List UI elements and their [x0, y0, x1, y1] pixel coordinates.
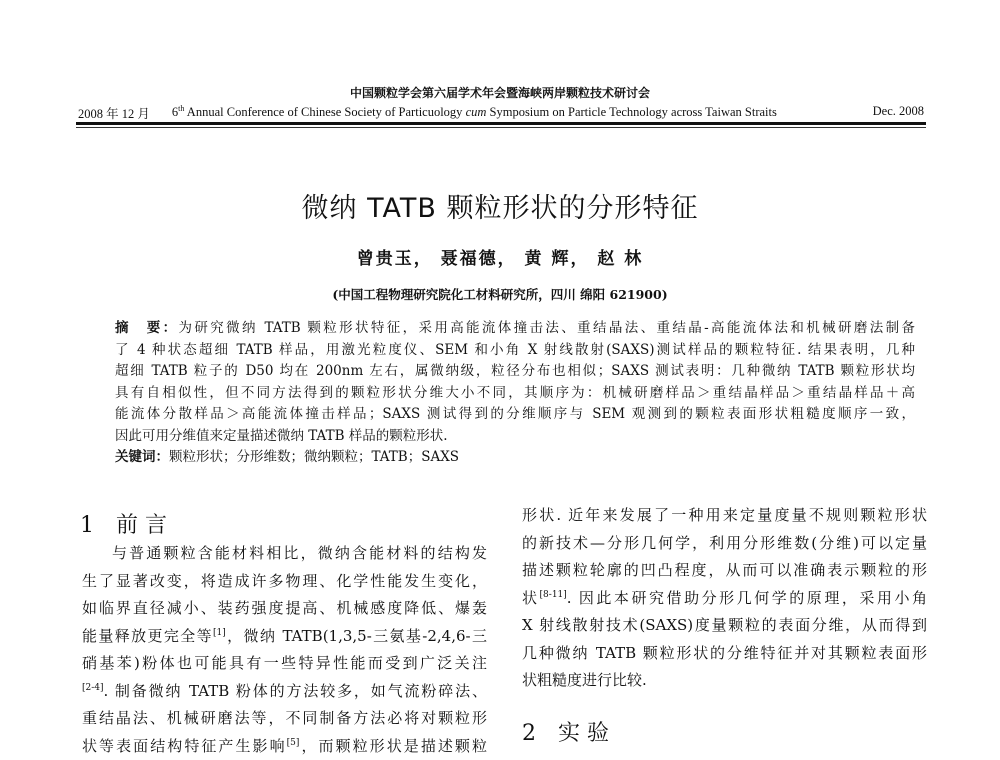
running-header-date-cn: 2008 年 12 月 [78, 107, 150, 121]
abstract-line [115, 318, 915, 340]
section-2-heading [522, 716, 609, 747]
running-header-conference-en [172, 104, 873, 122]
running-header-date-en: Dec. 2008 [872, 104, 924, 118]
paper-affiliation: (中国工程物理研究院化工材料研究所，四川 绵阳 621900) [332, 287, 668, 302]
body-text: 能量释放更完全等 [82, 626, 214, 645]
body-line: 形状. 近年来发展了一种用来定量度量不规则颗粒形状 [522, 506, 927, 524]
body-line [82, 623, 487, 651]
body-text: 状 [522, 588, 540, 607]
body-line [82, 678, 487, 706]
body-line [82, 733, 487, 760]
body-line: 的新技术—分形几何学，利用分形维数(分维)可以定量 [522, 533, 927, 552]
left-column [82, 540, 487, 760]
body-line: 状粗糙度进行比较. [522, 671, 647, 689]
ordinal-sup: th [178, 104, 185, 113]
body-text: . 因此本研究借助分形几何学的原理，采用小角 [566, 588, 927, 607]
abstract-line: 能流体分散样品＞高能流体撞击样品；SAXS 测试得到的分维顺序与 SEM 观测到的颗粒表面形状粗糙度顺序一致， [115, 406, 915, 422]
right-column [522, 502, 927, 695]
running-header-row [78, 104, 924, 122]
body-line: X 射线散射技术(SAXS)度量颗粒的表面分维，从而得到 [522, 616, 927, 634]
abstract-label: 摘 要： [115, 320, 179, 336]
ordinal: 6 [171, 105, 179, 120]
body-line: 生了显著改变，将造成许多物理、化学性能发生变化， [82, 571, 487, 590]
header-rule-thin [76, 127, 926, 128]
keywords: 颗粒形状；分形维数；微纳颗粒；TATB；SAXS [169, 449, 460, 465]
body-line: 如临界直径减小、装药强度提高、机械感度降低、爆轰 [82, 599, 487, 617]
body-line: 硝基苯)粉体也可能具有一些特异性能而受到广泛关注 [82, 654, 487, 672]
paper-title: 微纳 TATB 颗粒形状的分形特征 [301, 193, 699, 224]
header-rule-thick [76, 122, 926, 125]
body-line: 几种微纳 TATB 颗粒形状的分维特征并对其颗粒表面形 [522, 643, 927, 662]
conference-en-cum: cum [465, 105, 487, 120]
citation: [8-11] [539, 589, 567, 600]
abstract-line: 因此可用分维值来定量描述微纳 TATB 样品的颗粒形状. [115, 427, 448, 444]
keywords-line [115, 447, 915, 469]
conference-en-pre: Annual Conference of Chinese Society of Particuology [184, 105, 466, 120]
abstract-line: 具有自相似性，但不同方法得到的颗粒形状分维大小不同，其顺序为：机械研磨样品＞重结晶样品＞重结晶样品＋高 [115, 384, 915, 401]
body-line [522, 585, 927, 613]
body-text: ，而颗粒形状是描述颗粒 [299, 736, 487, 755]
citation: [2-4] [82, 682, 104, 693]
citation: [1] [213, 627, 226, 638]
body-text: . 制备微纳 TATB 粉体的方法较多，如气流粉碎法、 [103, 681, 487, 700]
abstract-line: 了 4 种状态超细 TATB 样品，用激光粒度仪、SEM 和小角 X 射线散射(SAXS)测试样品的颗粒特征. 结果表明，几种 [115, 341, 915, 358]
abstract-text: 为研究微纳 TATB 颗粒形状特征，采用高能流体撞击法、重结晶法、重结晶-高能流体法和机械研磨法制备 [178, 320, 915, 336]
body-line: 重结晶法、机械研磨法等，不同制备方法必将对颗粒形 [82, 709, 487, 727]
citation: [5] [286, 737, 300, 748]
body-text: 状等表面结构特征产生影响 [82, 736, 287, 755]
section-2-number: 2 [522, 721, 536, 746]
running-header-conference-cn: 中国颗粒学会第六届学术年会暨海峡两岸颗粒技术研讨会 [349, 86, 650, 100]
section-1-number: 1 [80, 513, 94, 538]
body-text: ，微纳 TATB(1,3,5-三氨基-2,4,6-三 [225, 626, 487, 645]
paper-authors: 曾贵玉， 聂福德， 黄 辉， 赵 林 [356, 249, 644, 269]
body-line: 描述颗粒轮廓的凹凸程度，从而可以准确表示颗粒的形 [522, 561, 927, 579]
abstract [115, 318, 915, 469]
section-1-heading [80, 508, 167, 539]
section-2-title: 实 验 [558, 721, 609, 746]
abstract-line: 超细 TATB 粒子的 D50 均在 200nm 左右，属微纳级，粒径分布也相似；SAXS 测试表明：几种微纳 TATB 颗粒形状均 [115, 363, 915, 379]
conference-en-post: Symposium on Particle Technology across Taiwan Straits [486, 105, 777, 120]
keywords-label: 关键词： [115, 449, 169, 465]
section-1-title: 前 言 [116, 513, 167, 538]
body-line: 与普通颗粒含能材料相比，微纳含能材料的结构发 [112, 544, 487, 562]
